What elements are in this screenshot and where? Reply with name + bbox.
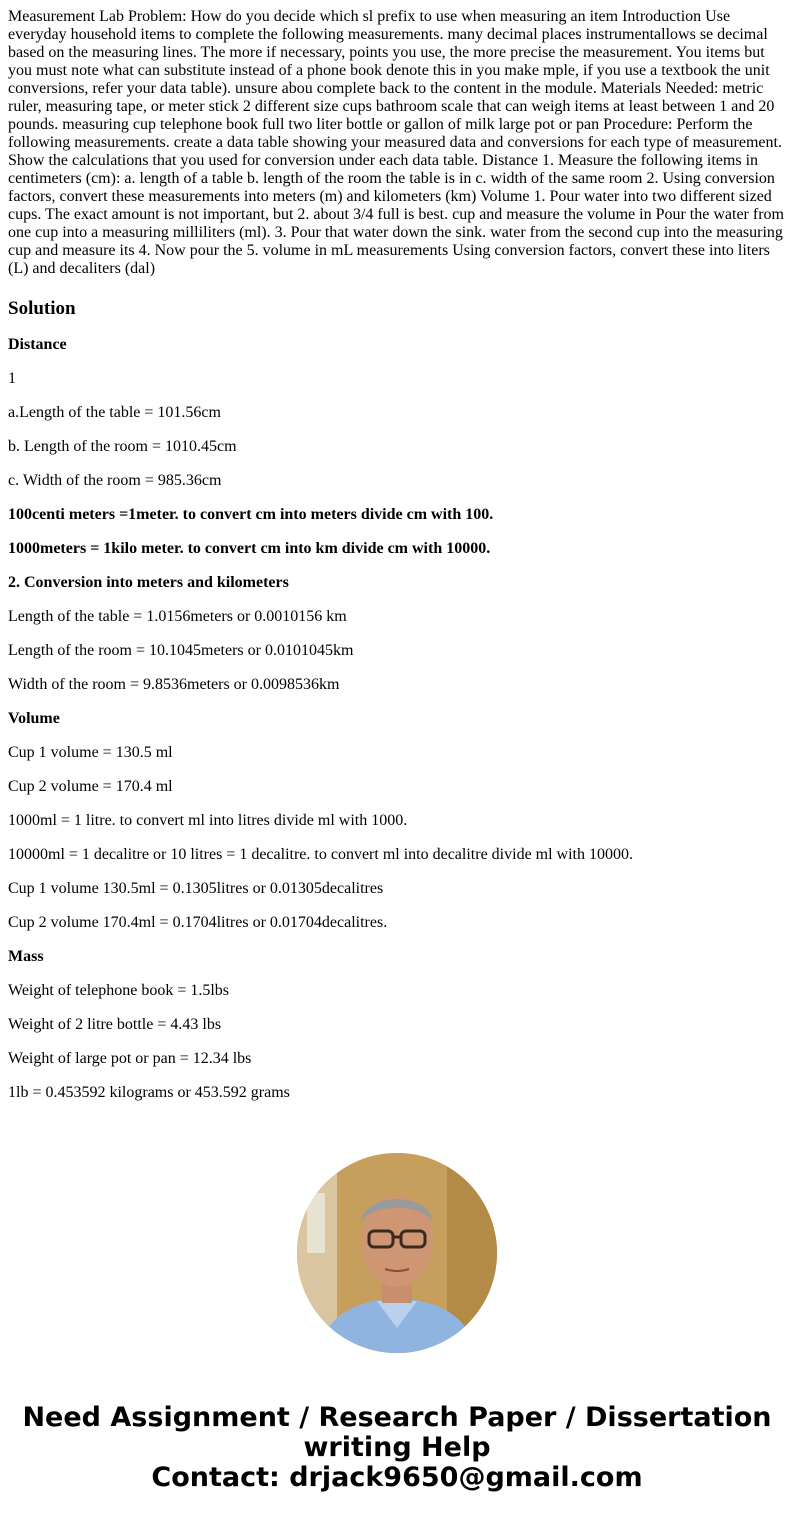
document-content [8,8,786,1123]
solution-line: 10000ml = 1 decalitre or 10 litres = 1 decalitre. to convert ml into decalitre divide ml with 10000. [8,846,633,863]
solution-line: Cup 1 volume 130.5ml = 0.1305litres or 0.01305decalitres [8,880,384,897]
solution-line: Cup 1 volume = 130.5 ml [8,744,173,761]
question-text: Measurement Lab Problem: How do you decide which sl prefix to use when measuring an item Introduction Use everyday household items to complete the following measurements. many decimal places instrumentallows se decimal based on the measuring lines. The more if necessary, points you use, the more precise the measurement. You items but you must note what can substitute instead of a phone book denote this in you make mple, if you use a textbook the unit conversions, refer your data table). unsure abou complete back to the content in the module. Materials Needed: metric ruler, measuring tape, or meter stick 2 different size cups bathroom scale that can weigh items at least between 1 and 20 pounds. measuring cup telephone book full two liter bottle or gallon of milk large pot or pan Procedure: Perform the following measurements. create a data table showing your measured data and conversions for each type of measurement. Show the calculations that you used for conversion under each data table. Distance 1. Measure the following items in centimeters (cm): a. length of a table b. length of the room the table is in c. width of the same room 2. Using conversion factors, convert these measurements into meters (m) and kilometers (km) Volume 1. Pour water into two different sized cups. The exact amount is not important, but 2. about 3/4 full is best. cup and measure the volume in Pour the water from one cup into a measuring milliliters (ml). 3. Pour that water down the sink. water from the second cup into the measuring cup and measure its 4. Now pour the 5. volume in mL measurements Using conversion factors, convert these into liters (L) and decaliters (dal) [8,8,784,277]
solution-line: Cup 2 volume = 170.4 ml [8,778,173,795]
footer-line-1: Need Assignment / Research Paper / Dissertation [22,1402,772,1433]
solution-line: 1000ml = 1 litre. to convert ml into litres divide ml with 1000. [8,812,408,829]
solution-line: 1lb = 0.453592 kilograms or 453.592 grams [8,1084,290,1101]
solution-line: Volume [8,710,60,727]
footer-line-2: writing Help [303,1432,491,1463]
solution-line: Length of the room = 10.1045meters or 0.0101045km [8,642,354,659]
solution-line: 1 [8,370,16,387]
solution-line: 2. Conversion into meters and kilometers [8,574,289,591]
footer-line-3: Contact: drjack9650@gmail.com [151,1462,643,1493]
solution-line: Weight of telephone book = 1.5lbs [8,982,230,999]
solution-line: Width of the room = 9.8536meters or 0.0098536km [8,676,340,693]
solution-heading: Solution [8,298,76,319]
solution-line: Cup 2 volume 170.4ml = 0.1704litres or 0.01704decalitres. [8,914,388,931]
solution-line: Mass [8,948,44,965]
solution-line: Length of the table = 1.0156meters or 0.0010156 km [8,608,347,625]
solution-line: 100centi meters =1meter. to convert cm into meters divide cm with 100. [8,506,494,523]
solution-line: b. Length of the room = 1010.45cm [8,438,237,455]
solution-body [8,336,786,1102]
author-portrait-image [297,1153,497,1353]
footer-contact-banner [0,1403,794,1493]
author-avatar [297,1153,497,1353]
solution-line: c. Width of the room = 985.36cm [8,472,222,489]
solution-line: Weight of 2 litre bottle = 4.43 lbs [8,1016,222,1033]
solution-line: 1000meters = 1kilo meter. to convert cm into km divide cm with 10000. [8,540,491,557]
solution-line: a.Length of the table = 101.56cm [8,404,221,421]
solution-line: Weight of large pot or pan = 12.34 lbs [8,1050,252,1067]
solution-line: Distance [8,336,67,353]
